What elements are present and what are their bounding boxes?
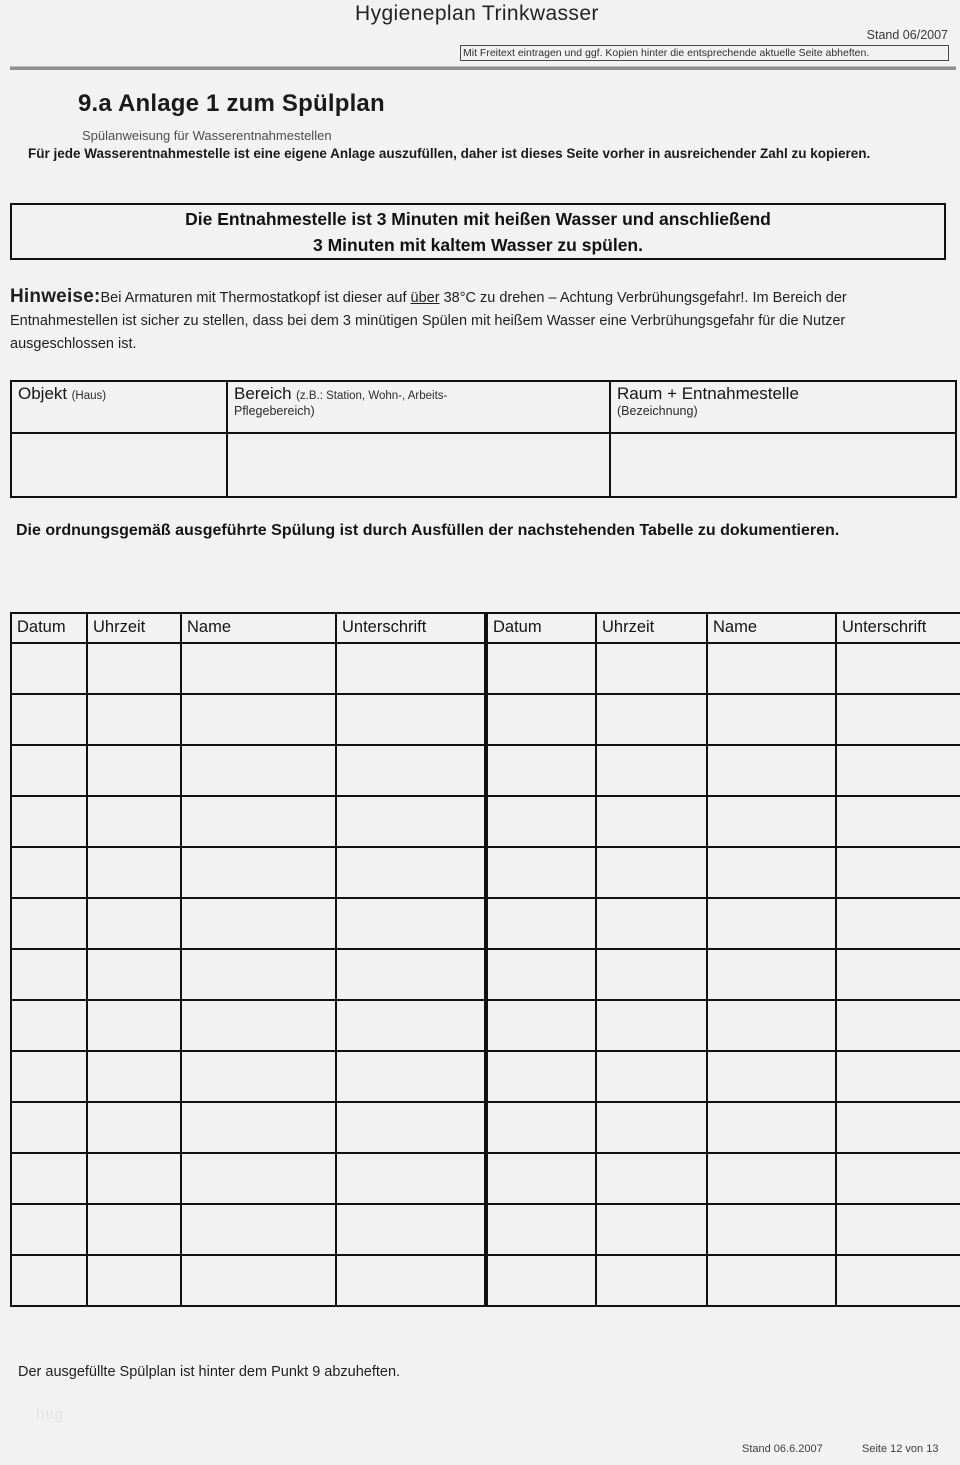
hinweise-underlined-word: über (410, 290, 440, 306)
page-subtitle: Spülanweisung für Wasserentnahmestellen (82, 128, 332, 143)
log-cell-left-r12-c1[interactable] (11, 1204, 87, 1255)
table-row (11, 898, 485, 949)
log-cell-left-r6-c4[interactable] (336, 898, 485, 949)
log-cell-right-r4-c3[interactable] (707, 796, 836, 847)
log-cell-right-r4-c1[interactable] (487, 796, 596, 847)
log-col-unterschrift-right: Unterschrift (836, 613, 960, 643)
log-cell-right-r11-c4[interactable] (836, 1153, 960, 1204)
log-cell-left-r5-c3[interactable] (181, 847, 336, 898)
footer-page-number: Seite 12 von 13 (862, 1443, 939, 1455)
log-cell-right-r2-c1[interactable] (487, 694, 596, 745)
table-row (11, 694, 485, 745)
page-title: 9.a Anlage 1 zum Spülplan (78, 90, 385, 117)
log-cell-left-r12-c4[interactable] (336, 1204, 485, 1255)
table-row (487, 796, 960, 847)
log-cell-right-r5-c2[interactable] (596, 847, 707, 898)
log-cell-left-r12-c2[interactable] (87, 1204, 181, 1255)
log-cell-right-r6-c1[interactable] (487, 898, 596, 949)
header-divider (10, 66, 956, 70)
log-cell-right-r1-c2[interactable] (596, 643, 707, 694)
log-cell-right-r11-c1[interactable] (487, 1153, 596, 1204)
log-cell-right-r4-c2[interactable] (596, 796, 707, 847)
log-cell-left-r4-c2[interactable] (87, 796, 181, 847)
page-watermark: hug (36, 1406, 65, 1423)
log-cell-left-r4-c3[interactable] (181, 796, 336, 847)
log-cell-right-r5-c3[interactable] (707, 847, 836, 898)
log-cell-right-r10-c2[interactable] (596, 1102, 707, 1153)
log-cell-left-r1-c4[interactable] (336, 643, 485, 694)
log-cell-left-r3-c2[interactable] (87, 745, 181, 796)
log-cell-right-r7-c4[interactable] (836, 949, 960, 1000)
log-cell-right-r1-c3[interactable] (707, 643, 836, 694)
bereich-hint-line2: Pflegebereich) (234, 404, 315, 418)
bereich-label: Bereich (234, 384, 292, 403)
table-row (11, 1204, 485, 1255)
flush-instruction-box (10, 203, 946, 260)
log-cell-right-r7-c1[interactable] (487, 949, 596, 1000)
header-note-box: Mit Freitext eintragen und ggf. Kopien hinter die entsprechende aktuelle Seite abheften. (460, 45, 949, 61)
header-revision-date: Stand 06/2007 (866, 28, 948, 42)
log-cell-right-r2-c3[interactable] (707, 694, 836, 745)
table-row (487, 1255, 960, 1306)
hinweise-paragraph (10, 285, 950, 356)
log-cell-left-r5-c4[interactable] (336, 847, 485, 898)
log-cell-left-r11-c3[interactable] (181, 1153, 336, 1204)
log-col-name-right: Name (707, 613, 836, 643)
log-cell-left-r7-c2[interactable] (87, 949, 181, 1000)
log-cell-right-r1-c1[interactable] (487, 643, 596, 694)
log-col-datum-left: Datum (11, 613, 87, 643)
raum-header-cell (610, 381, 956, 433)
log-cell-left-r11-c4[interactable] (336, 1153, 485, 1204)
bereich-header-cell (227, 381, 610, 433)
log-col-datum-right: Datum (487, 613, 596, 643)
log-cell-right-r10-c4[interactable] (836, 1102, 960, 1153)
log-cell-right-r6-c2[interactable] (596, 898, 707, 949)
log-cell-left-r6-c3[interactable] (181, 898, 336, 949)
log-cell-right-r13-c2[interactable] (596, 1255, 707, 1306)
log-cell-right-r6-c4[interactable] (836, 898, 960, 949)
log-cell-left-r1-c2[interactable] (87, 643, 181, 694)
flush-instruction-line-2: 3 Minuten mit kaltem Wasser zu spülen. (313, 234, 643, 255)
flush-instruction-line-1: Die Entnahmestelle ist 3 Minuten mit heißen Wasser und anschließend (185, 208, 771, 229)
table-row (11, 1255, 485, 1306)
log-cell-left-r4-c4[interactable] (336, 796, 485, 847)
raum-hint: (Bezeichnung) (617, 404, 698, 418)
log-cell-right-r13-c3[interactable] (707, 1255, 836, 1306)
log-cell-left-r2-c3[interactable] (181, 694, 336, 745)
bereich-entry-field[interactable] (227, 433, 610, 497)
log-cell-right-r13-c4[interactable] (836, 1255, 960, 1306)
table-row (487, 1153, 960, 1204)
document-title: Hygieneplan Trinkwasser (355, 2, 599, 25)
objekt-table-entry-row (11, 433, 956, 497)
log-cell-right-r2-c2[interactable] (596, 694, 707, 745)
log-body-right (487, 643, 960, 1306)
hinweise-text-part1: Bei Armaturen mit Thermostatkopf ist dieser auf (100, 290, 411, 306)
log-cell-right-r3-c3[interactable] (707, 745, 836, 796)
log-cell-right-r12-c4[interactable] (836, 1204, 960, 1255)
log-cell-left-r10-c4[interactable] (336, 1102, 485, 1153)
log-header-row-left (11, 613, 485, 643)
log-cell-right-r11-c2[interactable] (596, 1153, 707, 1204)
log-cell-left-r13-c1[interactable] (11, 1255, 87, 1306)
log-cell-left-r2-c1[interactable] (11, 694, 87, 745)
spuelplan-log-table (10, 612, 927, 1307)
log-cell-right-r1-c4[interactable] (836, 643, 960, 694)
table-row (11, 643, 485, 694)
documentation-instruction: Die ordnungsgemäß ausgeführte Spülung ist durch Ausfüllen der nachstehenden Tabelle zu dokumentieren. (16, 522, 840, 539)
log-cell-right-r10-c3[interactable] (707, 1102, 836, 1153)
log-cell-left-r10-c1[interactable] (11, 1102, 87, 1153)
log-cell-left-r13-c4[interactable] (336, 1255, 485, 1306)
table-row (11, 745, 485, 796)
table-row (11, 949, 485, 1000)
log-cell-left-r11-c1[interactable] (11, 1153, 87, 1204)
log-cell-right-r8-c3[interactable] (707, 1000, 836, 1051)
table-row (487, 847, 960, 898)
objekt-hint: (Haus) (71, 390, 107, 402)
table-row (487, 745, 960, 796)
log-cell-right-r11-c3[interactable] (707, 1153, 836, 1204)
raum-label: Raum + Entnahmestelle (617, 384, 799, 403)
table-row (11, 847, 485, 898)
log-cell-right-r8-c2[interactable] (596, 1000, 707, 1051)
log-cell-left-r6-c2[interactable] (87, 898, 181, 949)
closing-instruction: Der ausgefüllte Spülplan ist hinter dem Punkt 9 abzuheften. (18, 1364, 401, 1380)
log-cell-right-r9-c1[interactable] (487, 1051, 596, 1102)
bereich-hint: (z.B.: Station, Wohn-, Arbeits- (296, 390, 448, 402)
objekt-label: Objekt (18, 384, 68, 403)
log-cell-left-r11-c2[interactable] (87, 1153, 181, 1204)
table-row (11, 1153, 485, 1204)
log-cell-left-r9-c3[interactable] (181, 1051, 336, 1102)
log-cell-left-r2-c2[interactable] (87, 694, 181, 745)
log-cell-left-r9-c2[interactable] (87, 1051, 181, 1102)
log-table-left-half (10, 612, 486, 1307)
log-cell-left-r2-c4[interactable] (336, 694, 485, 745)
log-cell-right-r12-c3[interactable] (707, 1204, 836, 1255)
objekt-bereich-raum-table (10, 380, 957, 498)
log-cell-left-r8-c2[interactable] (87, 1000, 181, 1051)
table-row (487, 1000, 960, 1051)
log-cell-left-r4-c1[interactable] (11, 796, 87, 847)
log-cell-right-r13-c1[interactable] (487, 1255, 596, 1306)
log-cell-left-r7-c3[interactable] (181, 949, 336, 1000)
table-row (487, 949, 960, 1000)
table-row (11, 1102, 485, 1153)
objekt-entry-field[interactable] (11, 433, 227, 497)
log-cell-left-r7-c4[interactable] (336, 949, 485, 1000)
table-row (487, 1204, 960, 1255)
log-cell-right-r5-c4[interactable] (836, 847, 960, 898)
log-cell-right-r5-c1[interactable] (487, 847, 596, 898)
table-row (487, 898, 960, 949)
log-cell-right-r8-c4[interactable] (836, 1000, 960, 1051)
log-col-unterschrift-left: Unterschrift (336, 613, 485, 643)
hinweise-text-part2: 38°C zu drehen – Achtung Verbrühungsgefahr!. Im Bereich der Entnahmestellen ist sicher zu stellen, dass bei dem 3 minütigen Spülen mit heißem Wasser eine Verbrühungsgefahr für die Nutzer ausgeschlossen ist. (10, 290, 847, 352)
log-cell-left-r6-c1[interactable] (11, 898, 87, 949)
table-row (487, 694, 960, 745)
log-cell-left-r1-c3[interactable] (181, 643, 336, 694)
log-cell-left-r13-c3[interactable] (181, 1255, 336, 1306)
log-cell-left-r8-c1[interactable] (11, 1000, 87, 1051)
log-header-row-right (487, 613, 960, 643)
footer-revision: Stand 06.6.2007 (742, 1443, 823, 1455)
table-row (11, 1000, 485, 1051)
objekt-table-header-row (11, 381, 956, 433)
log-cell-right-r9-c2[interactable] (596, 1051, 707, 1102)
log-cell-left-r8-c3[interactable] (181, 1000, 336, 1051)
log-cell-right-r3-c2[interactable] (596, 745, 707, 796)
log-cell-left-r8-c4[interactable] (336, 1000, 485, 1051)
log-cell-left-r5-c2[interactable] (87, 847, 181, 898)
table-row (487, 643, 960, 694)
log-col-uhrzeit-left: Uhrzeit (87, 613, 181, 643)
log-cell-right-r12-c1[interactable] (487, 1204, 596, 1255)
log-cell-left-r12-c3[interactable] (181, 1204, 336, 1255)
log-cell-right-r7-c2[interactable] (596, 949, 707, 1000)
log-cell-left-r3-c1[interactable] (11, 745, 87, 796)
log-table-right-half (486, 612, 960, 1307)
log-cell-right-r8-c1[interactable] (487, 1000, 596, 1051)
log-cell-right-r3-c4[interactable] (836, 745, 960, 796)
log-cell-right-r9-c3[interactable] (707, 1051, 836, 1102)
log-cell-right-r3-c1[interactable] (487, 745, 596, 796)
log-cell-left-r3-c3[interactable] (181, 745, 336, 796)
log-cell-left-r3-c4[interactable] (336, 745, 485, 796)
log-cell-left-r5-c1[interactable] (11, 847, 87, 898)
objekt-header-cell (11, 381, 227, 433)
table-row (11, 796, 485, 847)
table-row (487, 1102, 960, 1153)
log-body-left (11, 643, 485, 1306)
log-cell-right-r6-c3[interactable] (707, 898, 836, 949)
log-cell-left-r10-c2[interactable] (87, 1102, 181, 1153)
log-col-name-left: Name (181, 613, 336, 643)
log-cell-left-r1-c1[interactable] (11, 643, 87, 694)
log-cell-right-r12-c2[interactable] (596, 1204, 707, 1255)
log-cell-left-r9-c1[interactable] (11, 1051, 87, 1102)
log-cell-right-r4-c4[interactable] (836, 796, 960, 847)
log-cell-left-r10-c3[interactable] (181, 1102, 336, 1153)
log-cell-left-r13-c2[interactable] (87, 1255, 181, 1306)
table-row (487, 1051, 960, 1102)
log-cell-right-r2-c4[interactable] (836, 694, 960, 745)
log-cell-right-r7-c3[interactable] (707, 949, 836, 1000)
raum-entry-field[interactable] (610, 433, 956, 497)
table-row (11, 1051, 485, 1102)
log-cell-right-r10-c1[interactable] (487, 1102, 596, 1153)
log-col-uhrzeit-right: Uhrzeit (596, 613, 707, 643)
log-cell-left-r7-c1[interactable] (11, 949, 87, 1000)
log-cell-left-r9-c4[interactable] (336, 1051, 485, 1102)
page-instruction-note: Für jede Wasserentnahmestelle ist eine eigene Anlage auszufüllen, daher ist dieses Seite vorher in ausreichender Zahl zu kopieren. (28, 146, 871, 161)
hinweise-label: Hinweise: (10, 286, 101, 307)
log-cell-right-r9-c4[interactable] (836, 1051, 960, 1102)
